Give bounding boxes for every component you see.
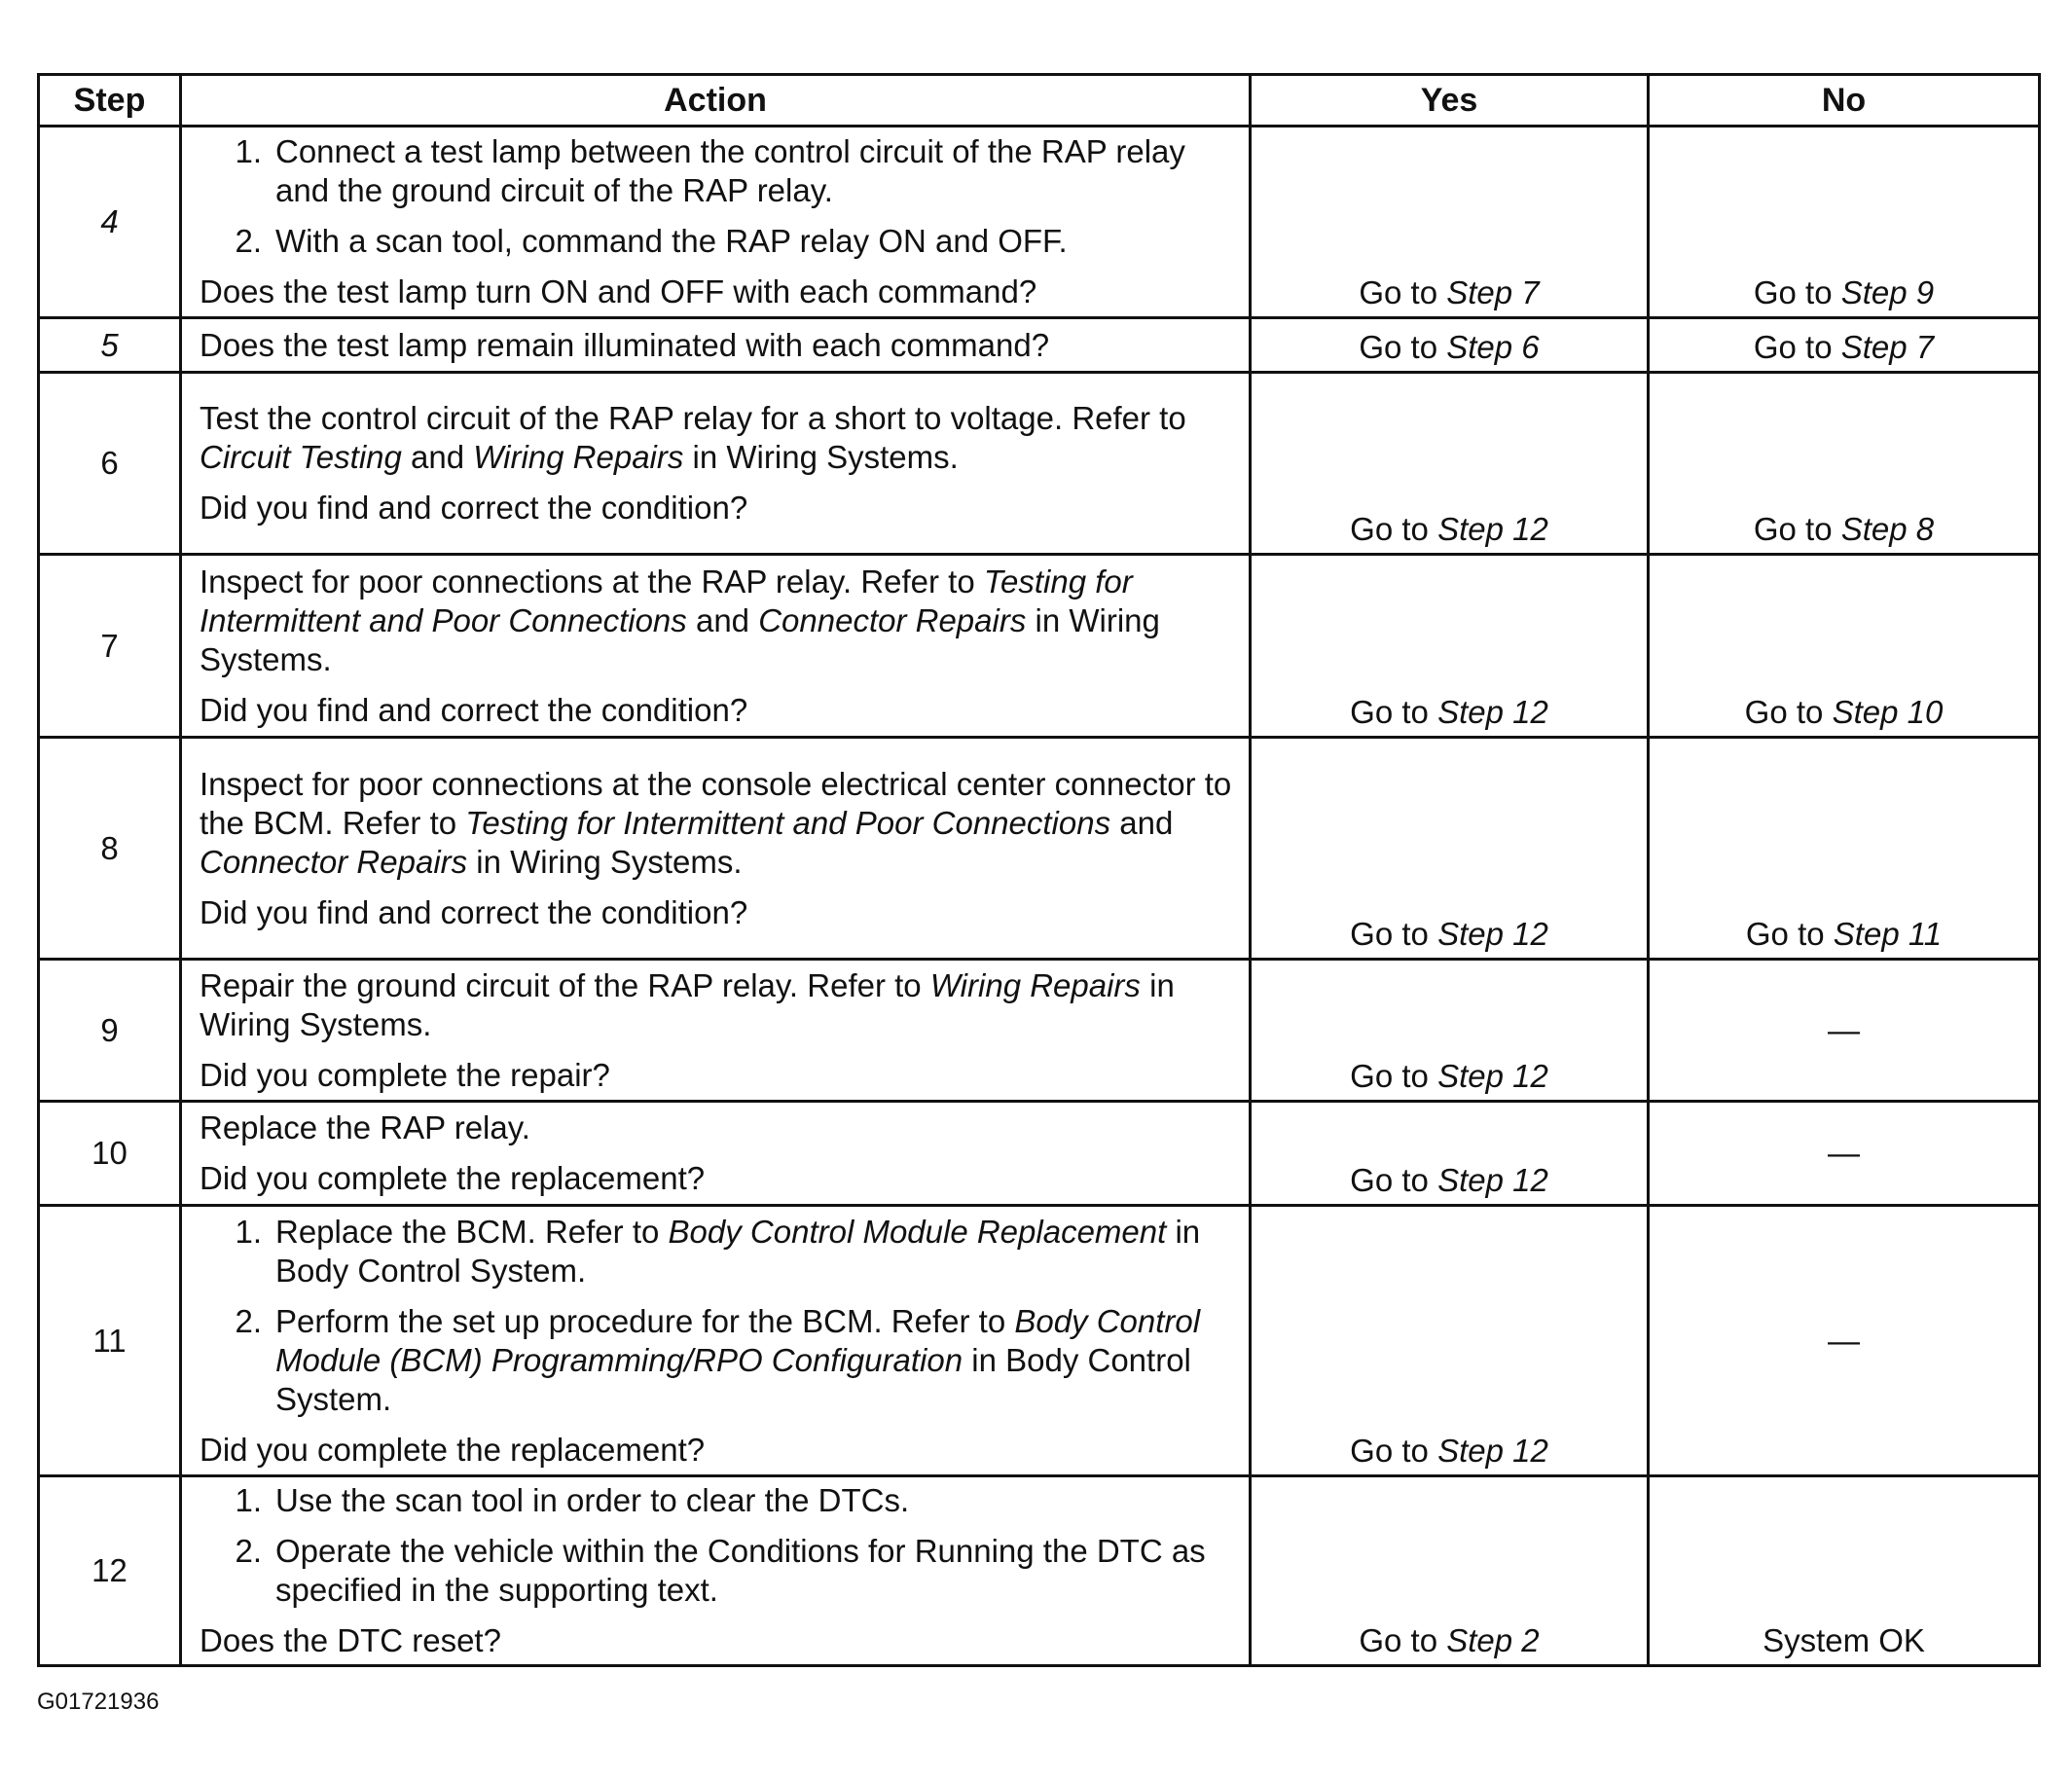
action-question: Does the DTC reset? (200, 1622, 501, 1658)
list-text (275, 1213, 1235, 1290)
no-step-link[interactable]: Step 11 (1833, 916, 1943, 952)
action-text: Inspect for poor connections at the RAP relay. Refer to (200, 563, 984, 600)
action-cell (181, 960, 1251, 1102)
no-prefix: Go to (1753, 329, 1841, 365)
yes-prefix: Go to (1350, 1433, 1438, 1469)
table-row (39, 738, 2040, 960)
step-number: 8 (39, 738, 181, 960)
action-paragraph (200, 765, 1235, 882)
action-text: in Body Control System. (275, 1213, 1201, 1289)
list-number: 2. (235, 1302, 262, 1339)
yes-cell (1251, 555, 1649, 738)
header-no: No (1649, 75, 2040, 127)
action-text: Replace the BCM. Refer to (275, 1213, 669, 1250)
no-cell (1649, 373, 2040, 555)
action-question: Does the test lamp turn ON and OFF with each command? (200, 273, 1037, 309)
no-step-link[interactable]: Step 9 (1840, 274, 1935, 310)
action-text: Test the control circuit of the RAP relay for a short to voltage. Refer to (200, 400, 1186, 436)
yes-cell (1251, 1102, 1649, 1206)
no-prefix: Go to (1753, 274, 1841, 310)
yes-step-link[interactable]: Step 12 (1437, 511, 1548, 547)
list-item (200, 222, 1235, 261)
table-row (39, 373, 2040, 555)
yes-cell (1251, 318, 1649, 373)
list-number: 1. (235, 133, 262, 169)
no-cell: — (1649, 1102, 2040, 1206)
yes-step-link[interactable]: Step 12 (1437, 916, 1548, 952)
no-cell (1649, 127, 2040, 318)
action-cell (181, 373, 1251, 555)
reference-link[interactable]: Testing for Intermittent and Poor Connections (465, 804, 1111, 841)
yes-step-link[interactable]: Step 12 (1437, 1058, 1548, 1094)
table-row (39, 1206, 2040, 1476)
action-question: Did you find and correct the condition? (200, 490, 748, 526)
list-text (275, 1302, 1235, 1419)
yes-step-link[interactable]: Step 6 (1446, 329, 1540, 365)
step-number: 7 (39, 555, 181, 738)
step-number: 4 (39, 127, 181, 318)
action-question: Did you complete the replacement? (200, 1431, 706, 1468)
action-text: Perform the set up procedure for the BCM. Refer to (275, 1302, 1015, 1339)
list-item (200, 1481, 1235, 1520)
step-number: 10 (39, 1102, 181, 1206)
reference-link[interactable]: Connector Repairs (200, 843, 468, 880)
action-question: Did you complete the replacement? (200, 1160, 706, 1196)
no-step-link[interactable]: Step 10 (1832, 694, 1944, 730)
action-text: Inspect for poor connections at the console electrical center connector to the BCM. Refer to (200, 765, 1232, 841)
header-action: Action (181, 75, 1251, 127)
yes-prefix: Go to (1350, 1162, 1438, 1198)
yes-step-link[interactable]: Step 12 (1437, 1433, 1548, 1469)
header-step: Step (39, 75, 181, 127)
no-cell (1649, 318, 2040, 373)
table-row (39, 555, 2040, 738)
list-number: 1. (235, 1482, 262, 1518)
list-number: 1. (235, 1213, 262, 1250)
action-question: Does the test lamp remain illuminated with each command? (200, 326, 1050, 363)
table-row (39, 1476, 2040, 1666)
action-cell (181, 318, 1251, 373)
table-row (39, 127, 2040, 318)
no-cell: — (1649, 960, 2040, 1102)
action-cell (181, 555, 1251, 738)
no-cell (1649, 738, 2040, 960)
action-paragraph (200, 399, 1235, 477)
action-cell (181, 127, 1251, 318)
reference-link[interactable]: Body Control Module (BCM) Programming/RPO Configuration (275, 1302, 1201, 1378)
action-text: Repair the ground circuit of the RAP relay. Refer to (200, 966, 930, 1003)
yes-step-link[interactable]: Step 12 (1437, 1162, 1548, 1198)
no-cell: System OK (1649, 1476, 2040, 1666)
yes-prefix: Go to (1359, 329, 1447, 365)
list-number: 2. (235, 1533, 262, 1569)
step-number: 11 (39, 1206, 181, 1476)
step-number: 12 (39, 1476, 181, 1666)
header-yes: Yes (1251, 75, 1649, 127)
action-question: Did you find and correct the condition? (200, 893, 748, 930)
step-number: 5 (39, 318, 181, 373)
action-question: Did you find and correct the condition? (200, 691, 748, 728)
yes-cell (1251, 738, 1649, 960)
no-prefix: Go to (1745, 916, 1834, 952)
diagnostic-table-container (37, 73, 2038, 1667)
step-number: 9 (39, 960, 181, 1102)
no-step-link[interactable]: Step 7 (1840, 329, 1935, 365)
reference-link[interactable]: Circuit Testing (200, 439, 402, 475)
no-prefix: Go to (1753, 511, 1841, 547)
no-cell (1649, 555, 2040, 738)
yes-step-link[interactable]: Step 7 (1446, 274, 1540, 310)
table-row (39, 1102, 2040, 1206)
action-text: in Wiring Systems. (683, 439, 959, 475)
action-list (200, 1213, 1235, 1419)
action-text: in Wiring Systems. (467, 843, 743, 880)
action-cell (181, 1206, 1251, 1476)
action-paragraph (200, 966, 1235, 1044)
list-text: With a scan tool, command the RAP relay ON and OFF. (275, 223, 1068, 259)
no-step-link[interactable]: Step 8 (1840, 511, 1935, 547)
yes-step-link[interactable]: Step 2 (1446, 1622, 1540, 1658)
list-item (200, 132, 1235, 210)
action-text: in Wiring Systems. (200, 601, 1160, 677)
action-text: in Wiring Systems. (200, 966, 1175, 1042)
reference-link[interactable]: Connector Repairs (758, 601, 1027, 638)
yes-prefix: Go to (1359, 274, 1447, 310)
yes-cell (1251, 373, 1649, 555)
action-paragraph: Replace the RAP relay. (200, 1109, 530, 1145)
action-cell (181, 1476, 1251, 1666)
step-number: 6 (39, 373, 181, 555)
reference-link[interactable]: Body Control Module Replacement (668, 1213, 1167, 1250)
reference-link[interactable]: Testing for Intermittent and Poor Connections (200, 563, 1133, 638)
table-row (39, 960, 2040, 1102)
yes-step-link[interactable]: Step 12 (1437, 694, 1548, 730)
action-list (200, 1481, 1235, 1610)
yes-prefix: Go to (1350, 916, 1438, 952)
yes-prefix: Go to (1350, 1058, 1438, 1094)
yes-prefix: Go to (1359, 1622, 1447, 1658)
no-cell: — (1649, 1206, 2040, 1476)
yes-cell (1251, 960, 1649, 1102)
list-item (200, 1532, 1235, 1610)
list-number: 2. (235, 223, 262, 259)
action-cell (181, 1102, 1251, 1206)
no-prefix: Go to (1744, 694, 1833, 730)
action-paragraph (200, 563, 1235, 679)
action-cell (181, 738, 1251, 960)
table-row (39, 318, 2040, 373)
header-row (39, 75, 2040, 127)
action-text: and (1110, 804, 1174, 841)
list-text: Connect a test lamp between the control circuit of the RAP relay and the ground circuit of the RAP relay. (275, 133, 1185, 208)
list-text: Use the scan tool in order to clear the DTCs. (275, 1482, 910, 1518)
reference-link[interactable]: Wiring Repairs (473, 439, 684, 475)
action-text: and (401, 439, 474, 475)
list-item (200, 1213, 1235, 1290)
action-text: and (686, 601, 759, 638)
list-item (200, 1302, 1235, 1419)
reference-link[interactable]: Wiring Repairs (929, 966, 1141, 1003)
yes-prefix: Go to (1350, 511, 1438, 547)
list-text: Operate the vehicle within the Conditions for Running the DTC as specified in the supporting text. (275, 1533, 1206, 1608)
yes-cell (1251, 1206, 1649, 1476)
yes-prefix: Go to (1350, 694, 1438, 730)
action-list (200, 132, 1235, 261)
yes-cell (1251, 127, 1649, 318)
action-text: in Body Control System. (275, 1341, 1191, 1417)
figure-code: G01721936 (37, 1689, 160, 1715)
action-question: Did you complete the repair? (200, 1056, 610, 1093)
diagnostic-table (37, 73, 2041, 1667)
yes-cell (1251, 1476, 1649, 1666)
